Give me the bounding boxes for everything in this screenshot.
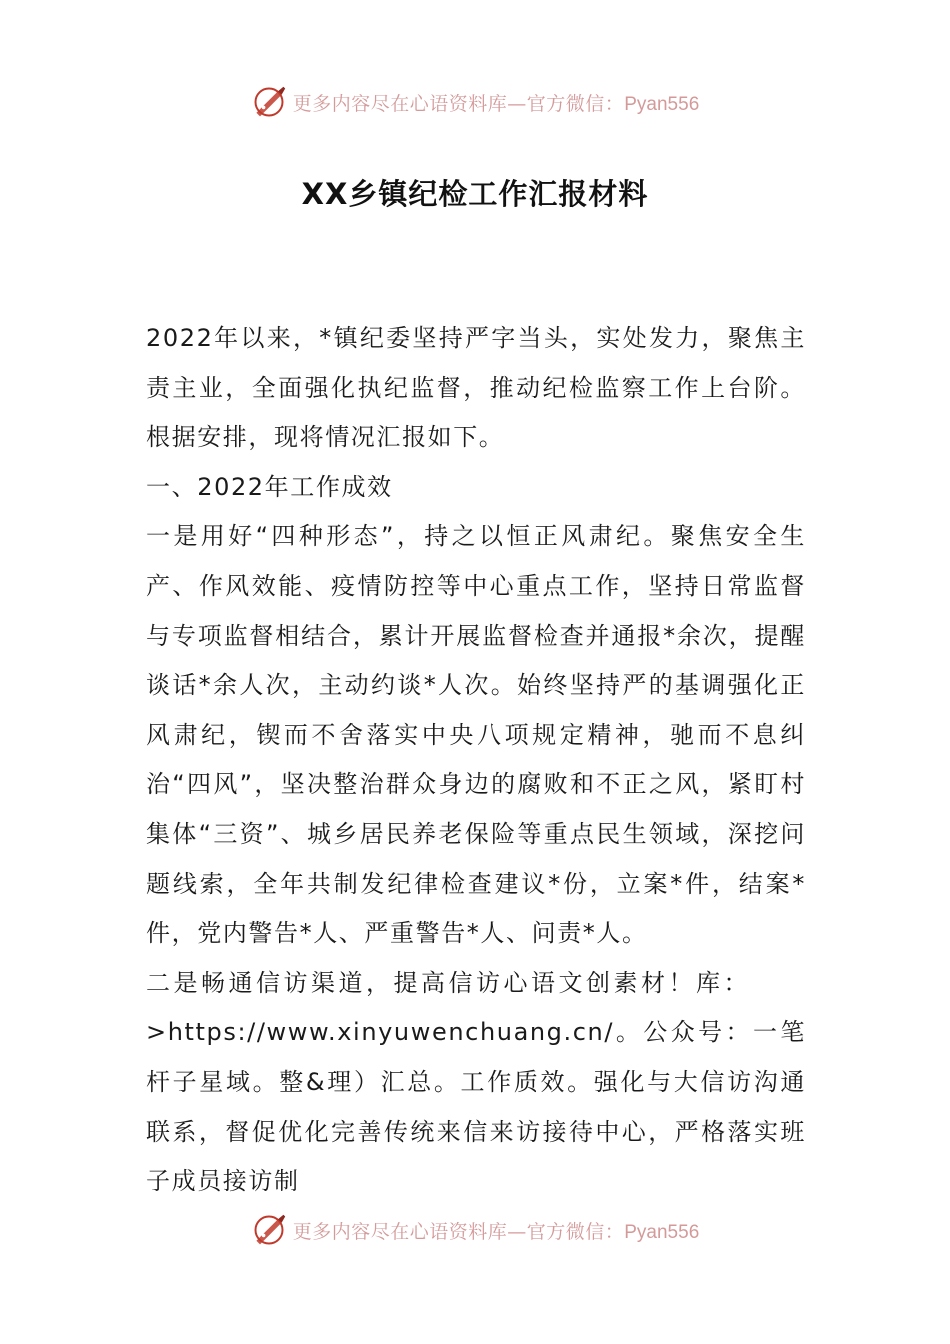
banner-text: 更多内容尽在心语资料库—官方微信：Pyan556 [292, 1220, 700, 1243]
pen-nib-logo-icon [251, 84, 287, 120]
pen-nib-logo-icon [251, 1212, 287, 1248]
paragraph-item-two-continued: >https://www.xinyuwenchuang.cn/。公众号：一笔杆子星域。整&理）汇总。工作质效。强化与大信访沟通联系，督促优化完善传统来信来访接待中心，严格落实班子成员接访制 [146, 1018, 806, 1196]
footer-banner [0, 1208, 950, 1252]
document-body [146, 314, 806, 1207]
header-banner [0, 80, 950, 124]
paragraph-intro: 2022年以来，*镇纪委坚持严字当头，实处发力，聚焦主责主业，全面强化执纪监督，推动纪检监察工作上台阶。根据安排，现将情况汇报如下。 [146, 324, 806, 452]
wechat-id: Pyan556 [624, 93, 700, 115]
document-title: XX乡镇纪检工作汇报材料 [301, 177, 649, 211]
section-heading: 一、2022年工作成效 [146, 472, 393, 501]
paragraph-item-one: 一是用好“四种形态”，持之以恒正风肃纪。聚焦安全生产、作风效能、疫情防控等中心重点工作，坚持日常监督与专项监督相结合，累计开展监督检查并通报*余次，提醒谈话*余人次，主动约谈*人次。始终坚持严的基调强化正风肃纪，锲而不舍落实中央八项规定精神，驰而不息纠治“四风”，坚决整治群众身边的腐败和不正之风，紧盯村集体“三资”、城乡居民养老保险等重点民生领域，深挖问题线索，全年共制发纪律检查建议*份，立案*件，结案*件，党内警告*人、严重警告*人、问责*人。 [146, 522, 806, 948]
paragraph-item-two: 二是畅通信访渠道，提高信访心语文创素材！库： [146, 968, 751, 997]
banner-text: 更多内容尽在心语资料库—官方微信：Pyan556 [292, 92, 700, 115]
wechat-id: Pyan556 [624, 1221, 700, 1243]
